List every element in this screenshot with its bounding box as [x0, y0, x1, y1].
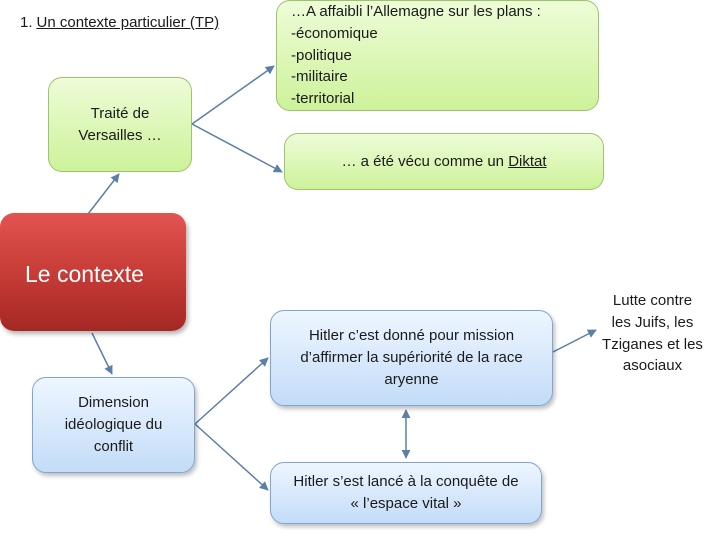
- lutte-line-4: asociaux: [622, 357, 683, 375]
- mission-box: [270, 310, 553, 406]
- mission-line-3: aryenne: [384, 370, 439, 388]
- connector-traite-diktat: [192, 124, 282, 172]
- contexte-box: [0, 213, 186, 331]
- heading-title: Un contexte particulier (TP): [36, 14, 220, 31]
- affaibli-line-2: -économique: [291, 24, 378, 42]
- mission-line-1: Hitler c’est donné pour mission: [308, 327, 515, 345]
- traite-line-2: Versailles …: [78, 126, 162, 144]
- dimension-line-2: idéologique du: [64, 416, 163, 434]
- lutte-line-1: Lutte contre: [612, 292, 693, 309]
- affaibli-line-3: -politique: [291, 46, 352, 64]
- section-heading: [20, 14, 219, 31]
- connector-contexte-traite: [88, 174, 119, 214]
- heading-number: 1.: [20, 14, 33, 31]
- dimension-line-3: conflit: [93, 437, 134, 455]
- traite-line-1: Traité de: [90, 104, 150, 122]
- affaibli-line-4: -militaire: [291, 68, 348, 86]
- dimension-box: [32, 377, 195, 473]
- affaibli-line-5: -territorial: [291, 90, 355, 108]
- affaibli-line-1: …A affaibli l’Allemagne sur les plans :: [291, 3, 541, 21]
- connector-traite-affaibli: [192, 66, 274, 124]
- traite-box: [48, 77, 192, 172]
- lutte-text: [590, 290, 715, 377]
- dimension-line-1: Dimension: [78, 394, 149, 412]
- contexte-label: Le contexte: [25, 261, 144, 287]
- connector-dimension-espace: [195, 424, 268, 490]
- diktat-prefix: … a été vécu comme un: [341, 152, 509, 170]
- diktat-word: Diktat: [508, 152, 547, 170]
- connector-dimension-mission: [195, 358, 268, 424]
- connector-contexte-dimension: [92, 333, 112, 374]
- espace-box: [270, 462, 542, 524]
- lutte-line-3: Tziganes et les: [602, 335, 703, 353]
- diktat-box: [284, 133, 604, 190]
- affaibli-box: [276, 0, 599, 111]
- lutte-line-2: les Juifs, les: [611, 313, 694, 331]
- mission-line-2: d’affirmer la supériorité de la race: [300, 349, 523, 367]
- espace-line-1: Hitler s’est lancé à la conquête de: [293, 473, 519, 491]
- espace-line-2: « l’espace vital »: [350, 495, 462, 512]
